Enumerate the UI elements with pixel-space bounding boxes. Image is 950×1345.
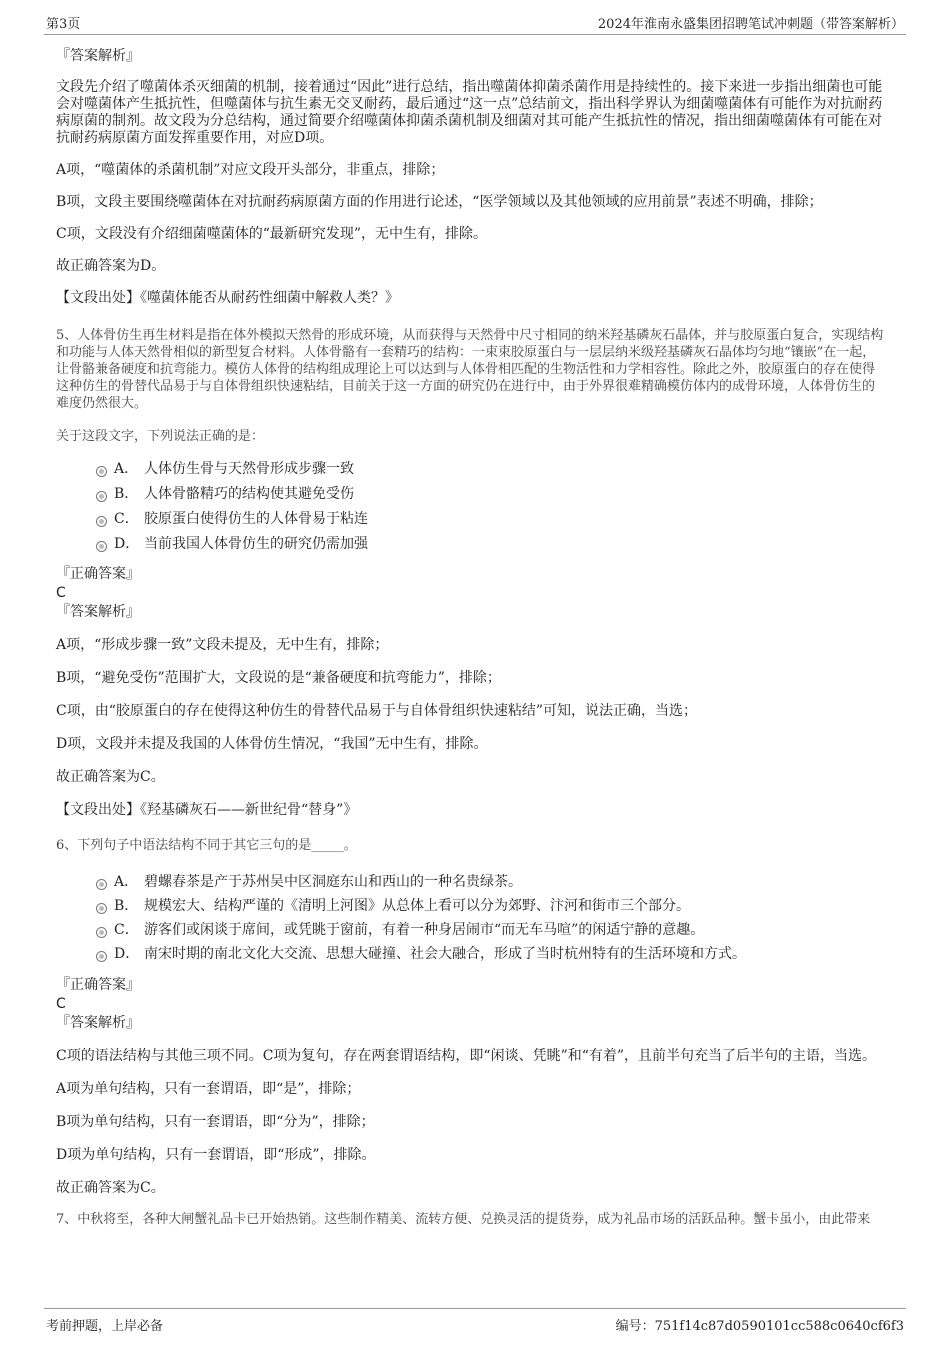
correct-answer-label: 『正确答案』 — [56, 977, 140, 993]
radio-icon[interactable] — [96, 951, 107, 962]
document-title: 2024年淮南永盛集团招聘笔试冲刺题（带答案解析） — [597, 17, 904, 32]
radio-icon[interactable] — [96, 903, 107, 914]
analysis-option-a: A项，“噬菌体的杀菌机制”对应文段开头部分，非重点，排除； — [56, 162, 445, 178]
page-footer — [44, 1308, 906, 1335]
analysis-option-b: B项，文段主要围绕噬菌体在对抗耐药病原菌方面的作用进行论述，“医学领域以及其他领域的应用前景”表述不明确，排除； — [56, 194, 823, 210]
correct-answer-label: 『正确答案』 — [56, 566, 140, 582]
option-a[interactable]: A． 碧螺春茶是产于苏州吴中区洞庭东山和西山的一种名贵绿茶。 — [56, 874, 886, 891]
source-citation: 【文段出处】《羟基磷灰石——新世纪骨“替身”》 — [56, 802, 358, 818]
correct-answer: C — [56, 585, 66, 601]
option-b[interactable]: B． 人体骨骼精巧的结构使其避免受伤 — [56, 486, 886, 503]
radio-icon[interactable] — [96, 879, 107, 890]
source-citation: 【文段出处】《噬菌体能否从耐药性细菌中解救人类？》 — [56, 290, 399, 306]
question-6-options — [56, 874, 886, 963]
radio-icon[interactable] — [96, 541, 107, 552]
option-b[interactable]: B． 规模宏大、结构严谨的《清明上河图》从总体上看可以分为郊野、汴河和街市三个部分。 — [56, 898, 886, 915]
question-5-prompt: 关于这段文字，下列说法正确的是： — [56, 429, 265, 444]
question-5-stem: 5、人体骨仿生再生材料是指在体外模拟天然骨的形成环境，从而获得与天然骨中尺寸相同的纳米羟基磷灰石晶体，并与胶原蛋白复合，实现结构和功能与人体天然骨相似的新型复合材料。人体骨骼有一套精巧的结构：一束束胶原蛋白与一层层纳米级羟基磷灰石晶体均匀地“镶嵌”在一起，让骨骼兼备硬度和抗弯能力。模仿人体骨的结构组成理论上可以达到与人体骨相匹配的生物活性和力学相容性。除此之外，胶原蛋白的存在使得这种仿生的骨替代品易于与自体骨组织快速粘结，目前关于这一方面的研究仍在进行中，由于外界很难精确模仿体内的成骨环境，人体骨仿生的难度仍然很大。 — [56, 328, 884, 411]
analysis-option-d: D项，文段并未提及我国的人体骨仿生情况，“我国”无中生有，排除。 — [56, 736, 488, 752]
analysis-option-c-main: C项的语法结构与其他三项不同。C项为复句，存在两套谓语结构，即“闲谈、凭眺”和“有着”，且前半句充当了后半句的主语，当选。 — [56, 1048, 877, 1064]
option-d[interactable]: D． 当前我国人体骨仿生的研究仍需加强 — [56, 536, 886, 553]
option-d[interactable]: D． 南宋时期的南北文化大交流、思想大碰撞、社会大融合，形成了当时杭州特有的生活环境和方式。 — [56, 946, 886, 963]
document-code: 编号：751f14c87d0590101cc588c0640cf6f3 — [615, 1319, 904, 1334]
analysis-option-b: B项为单句结构，只有一套谓语，即“分为”，排除； — [56, 1114, 375, 1130]
analysis-option-a: A项为单句结构，只有一套谓语，即“是”，排除； — [56, 1081, 361, 1097]
question-5-options — [56, 461, 886, 553]
analysis-option-c: C项，文段没有介绍细菌噬菌体的“最新研究发现”，无中生有，排除。 — [56, 226, 488, 242]
page-number: 第3页 — [46, 17, 81, 32]
analysis-option-b: B项，“避免受伤”范围扩大，文段说的是“兼备硬度和抗弯能力”，排除； — [56, 670, 501, 686]
question-6-stem: 6、下列句子中语法结构不同于其它三句的是_____。 — [56, 838, 357, 853]
analysis-label: 『答案解析』 — [56, 604, 140, 620]
analysis-label: 『答案解析』 — [56, 48, 140, 64]
analysis-option-d: D项为单句结构，只有一套谓语，即“形成”，排除。 — [56, 1147, 376, 1163]
analysis-conclusion: 故正确答案为C。 — [56, 769, 165, 785]
analysis-conclusion: 故正确答案为C。 — [56, 1180, 165, 1196]
radio-icon[interactable] — [96, 516, 107, 527]
radio-icon[interactable] — [96, 491, 107, 502]
page-header — [44, 10, 906, 35]
question-7-stem: 7、中秋将至，各种大闸蟹礼品卡已开始热销。这些制作精美、流转方便、兑换灵活的提货券，成为礼品市场的活跃品种。蟹卡虽小，由此带来 — [56, 1212, 871, 1227]
radio-icon[interactable] — [96, 927, 107, 938]
page-content — [56, 40, 886, 1228]
radio-icon[interactable] — [96, 466, 107, 477]
option-c[interactable]: C． 游客们或闲谈于席间，或凭眺于窗前，有着一种身居闹市“而无车马喧”的闲适宁静的意趣。 — [56, 922, 886, 939]
analysis-conclusion: 故正确答案为D。 — [56, 258, 166, 274]
correct-answer: C — [56, 996, 66, 1012]
analysis-option-c: C项，由“胶原蛋白的存在使得这种仿生的骨替代品易于与自体骨组织快速粘结”可知，说法正确，当选； — [56, 703, 698, 719]
option-c[interactable]: C． 胶原蛋白使得仿生的人体骨易于粘连 — [56, 511, 886, 528]
analysis-option-a: A项，“形成步骤一致”文段未提及，无中生有，排除； — [56, 637, 389, 653]
analysis-paragraph: 文段先介绍了噬菌体杀灭细菌的机制，接着通过“因此”进行总结，指出噬菌体抑菌杀菌作用是持续性的。接下来进一步指出细菌也可能会对噬菌体产生抵抗性，但噬菌体与抗生素无交叉耐药，最后通过“这一点”总结前文，指出科学界认为细菌噬菌体有可能作为对抗耐药病原菌的制剂。故文段为分总结构，通过简要介绍噬菌体抑菌杀菌机制及细菌对其可能产生抵抗性的情况，指出细菌噬菌体有可能在对抗耐药病原菌方面发挥重要作用，对应D项。 — [56, 79, 883, 146]
option-a[interactable]: A． 人体仿生骨与天然骨形成步骤一致 — [56, 461, 886, 478]
analysis-label: 『答案解析』 — [56, 1015, 140, 1031]
footer-slogan: 考前押题，上岸必备 — [46, 1319, 164, 1334]
